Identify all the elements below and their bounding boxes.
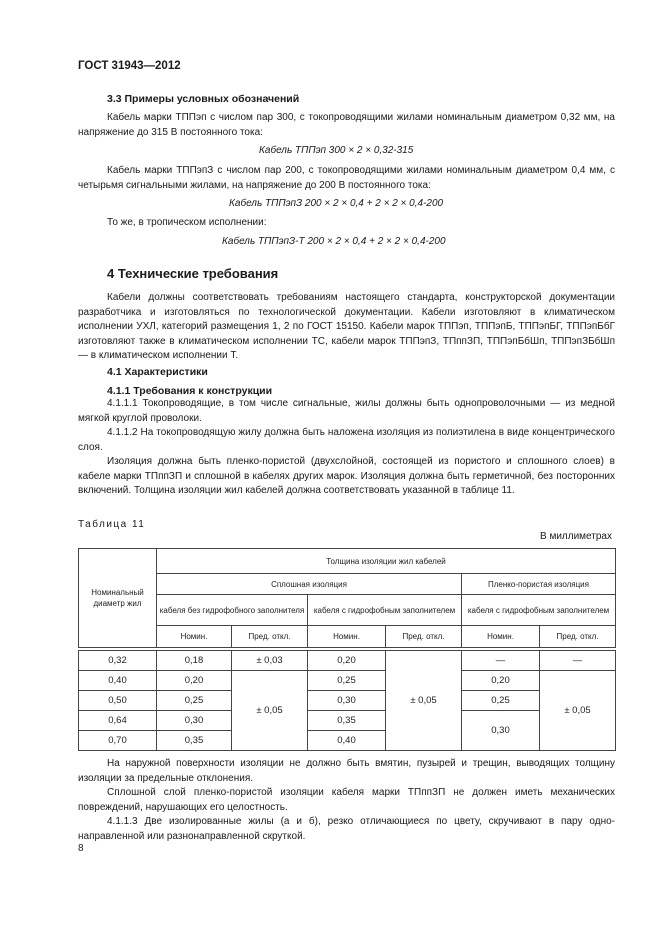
header-nom: Номин.	[157, 626, 232, 648]
table-cell: 0,35	[157, 731, 232, 751]
table-cell: —	[462, 651, 540, 671]
table-cell: 0,64	[79, 711, 157, 731]
paragraph-surface-defects: На наружной поверхности изоляции не должно быть вмятин, пузырей и трещин, выводящих толщину изоляции за предельные отклонения.	[78, 758, 615, 784]
header-dev: Пред. откл.	[386, 626, 462, 648]
table-cell: 0,20	[308, 651, 386, 671]
table-cell: 0,20	[157, 671, 232, 691]
header-with-filler-foam: кабеля с гидрофобным заполнителем	[462, 595, 616, 626]
table-cell: 0,30	[462, 711, 540, 751]
table-cell: 0,30	[157, 711, 232, 731]
header-insulation-thickness: Толщина изоляции жил кабелей	[157, 549, 616, 574]
table-cell: 0,32	[79, 651, 157, 671]
header-nom: Номин.	[462, 626, 540, 648]
paragraph-3-3-tropical: То же, в тропическом исполнении:	[107, 217, 267, 228]
header-no-filler: кабеля без гидрофобного заполнителя	[157, 595, 308, 626]
header-with-filler-solid: кабеля с гидрофобным заполнителем	[308, 595, 462, 626]
section-4-1-title: 4.1 Характеристики	[107, 366, 208, 378]
table-cell: 0,40	[308, 731, 386, 751]
table-cell: ± 0,05	[540, 671, 616, 751]
designation-formula-1: Кабель ТППэп 300 × 2 × 0,32-315	[259, 145, 414, 156]
header-nom: Номин.	[308, 626, 386, 648]
table-cell: ± 0,05	[386, 651, 462, 751]
document-code: ГОСТ 31943—2012	[78, 60, 181, 72]
table-cell: 0,25	[308, 671, 386, 691]
paragraph-3-3-example-2: Кабель марки ТППэпЗ с числом пар 200, с токопроводящими жилами номинальным диаметром 0,4 мм, с четырьмя сигнальными жилами, на напряжение до 200 В постоянного тока:	[78, 165, 615, 191]
paragraph-3-3-example-1: Кабель марки ТППэп с числом пар 300, с токопроводящими жилами номинальным диаметром 0,32 мм, на напряжение до 315 В постоянного тока:	[78, 112, 615, 138]
table-cell: 0,40	[79, 671, 157, 691]
table-cell: 0,25	[462, 691, 540, 711]
paragraph-4-1-1-3: 4.1.1.3 Две изолированные жилы (а и б), резко отличающиеся по цвету, скручивают в пару одно-направленной или разнонаправленной скруткой.	[78, 816, 615, 842]
table-cell: 0,18	[157, 651, 232, 671]
table-cell: 0,35	[308, 711, 386, 731]
section-4-1-1-title: 4.1.1 Требования к конструкции	[107, 385, 273, 397]
designation-formula-3: Кабель ТППэпЗ-Т 200 × 2 × 0,4 + 2 × 2 × 0,4-200	[222, 236, 446, 247]
header-solid-insulation: Сплошная изоляция	[157, 574, 462, 595]
table-cell: 0,30	[308, 691, 386, 711]
table-cell: 0,50	[79, 691, 157, 711]
paragraph-4-1-1-2: 4.1.1.2 На токопроводящую жилу должна быть наложена изоляция из полиэтилена в виде концентрического слоя.	[78, 427, 615, 453]
header-dev: Пред. откл.	[232, 626, 308, 648]
table-cell: 0,20	[462, 671, 540, 691]
paragraph-4-1-1-1: 4.1.1.1 Токопроводящие, в том числе сигнальные, жилы должны быть однопроволочными — из медной мягкой круглой проволоки.	[78, 398, 615, 424]
table-cell: 0,70	[79, 731, 157, 751]
page-number: 8	[78, 843, 84, 854]
section-3-3-title: 3.3 Примеры условных обозначений	[107, 93, 300, 105]
header-dev: Пред. откл.	[540, 626, 616, 648]
table-cell: ± 0,05	[232, 671, 308, 751]
table-11-caption: Таблица 11	[78, 519, 146, 530]
table-cell: 0,25	[157, 691, 232, 711]
insulation-thickness-table	[78, 548, 616, 751]
designation-formula-2: Кабель ТППэпЗ 200 × 2 × 0,4 + 2 × 2 × 0,4-200	[229, 198, 444, 209]
table-11-units: В миллиметрах	[540, 531, 612, 542]
paragraph-4-intro: Кабели должны соответствовать требованиям настоящего стандарта, конструкторской документации разработчика и изготовляться по технологической документации. Кабели изготовляют в климатическом исполнении УХЛ, категорий размещения 1, 2 по ГОСТ 15150. Кабели марок ТППэп, ТППэпБ, ТППэпБГ, ТППэпБбГ изготовляют также в климатическом исполнении ТС, кабели марок ТППэпЗ, ТПппЗП, ТППэпБбШп, ТППэпЗБбШп — в климатическом исполнении Т.	[78, 292, 615, 362]
paragraph-insulation: Изоляция должна быть пленко-пористой (двухслойной, состоящей из пористого и сплошного слоев) в кабеле марки ТПппЗП и сплошной в кабелях других марок. Изоляция должна быть герметичной, без посторонних включений. Толщина изоляции жил кабелей должна соответствовать указанной в таблице 11.	[78, 456, 615, 497]
table-cell: ± 0,03	[232, 651, 308, 671]
table-cell: —	[540, 651, 616, 671]
header-nominal-diameter: Номинальный диаметр жил	[79, 549, 157, 648]
section-4-title: 4 Технические требования	[107, 266, 279, 281]
paragraph-solid-layer: Сплошной слой пленко-пористой изоляции кабеля марки ТПппЗП не должен иметь механических повреждений, нарушающих его целостность.	[78, 787, 615, 813]
header-foam-skin-insulation: Пленко-пористая изоляция	[462, 574, 616, 595]
